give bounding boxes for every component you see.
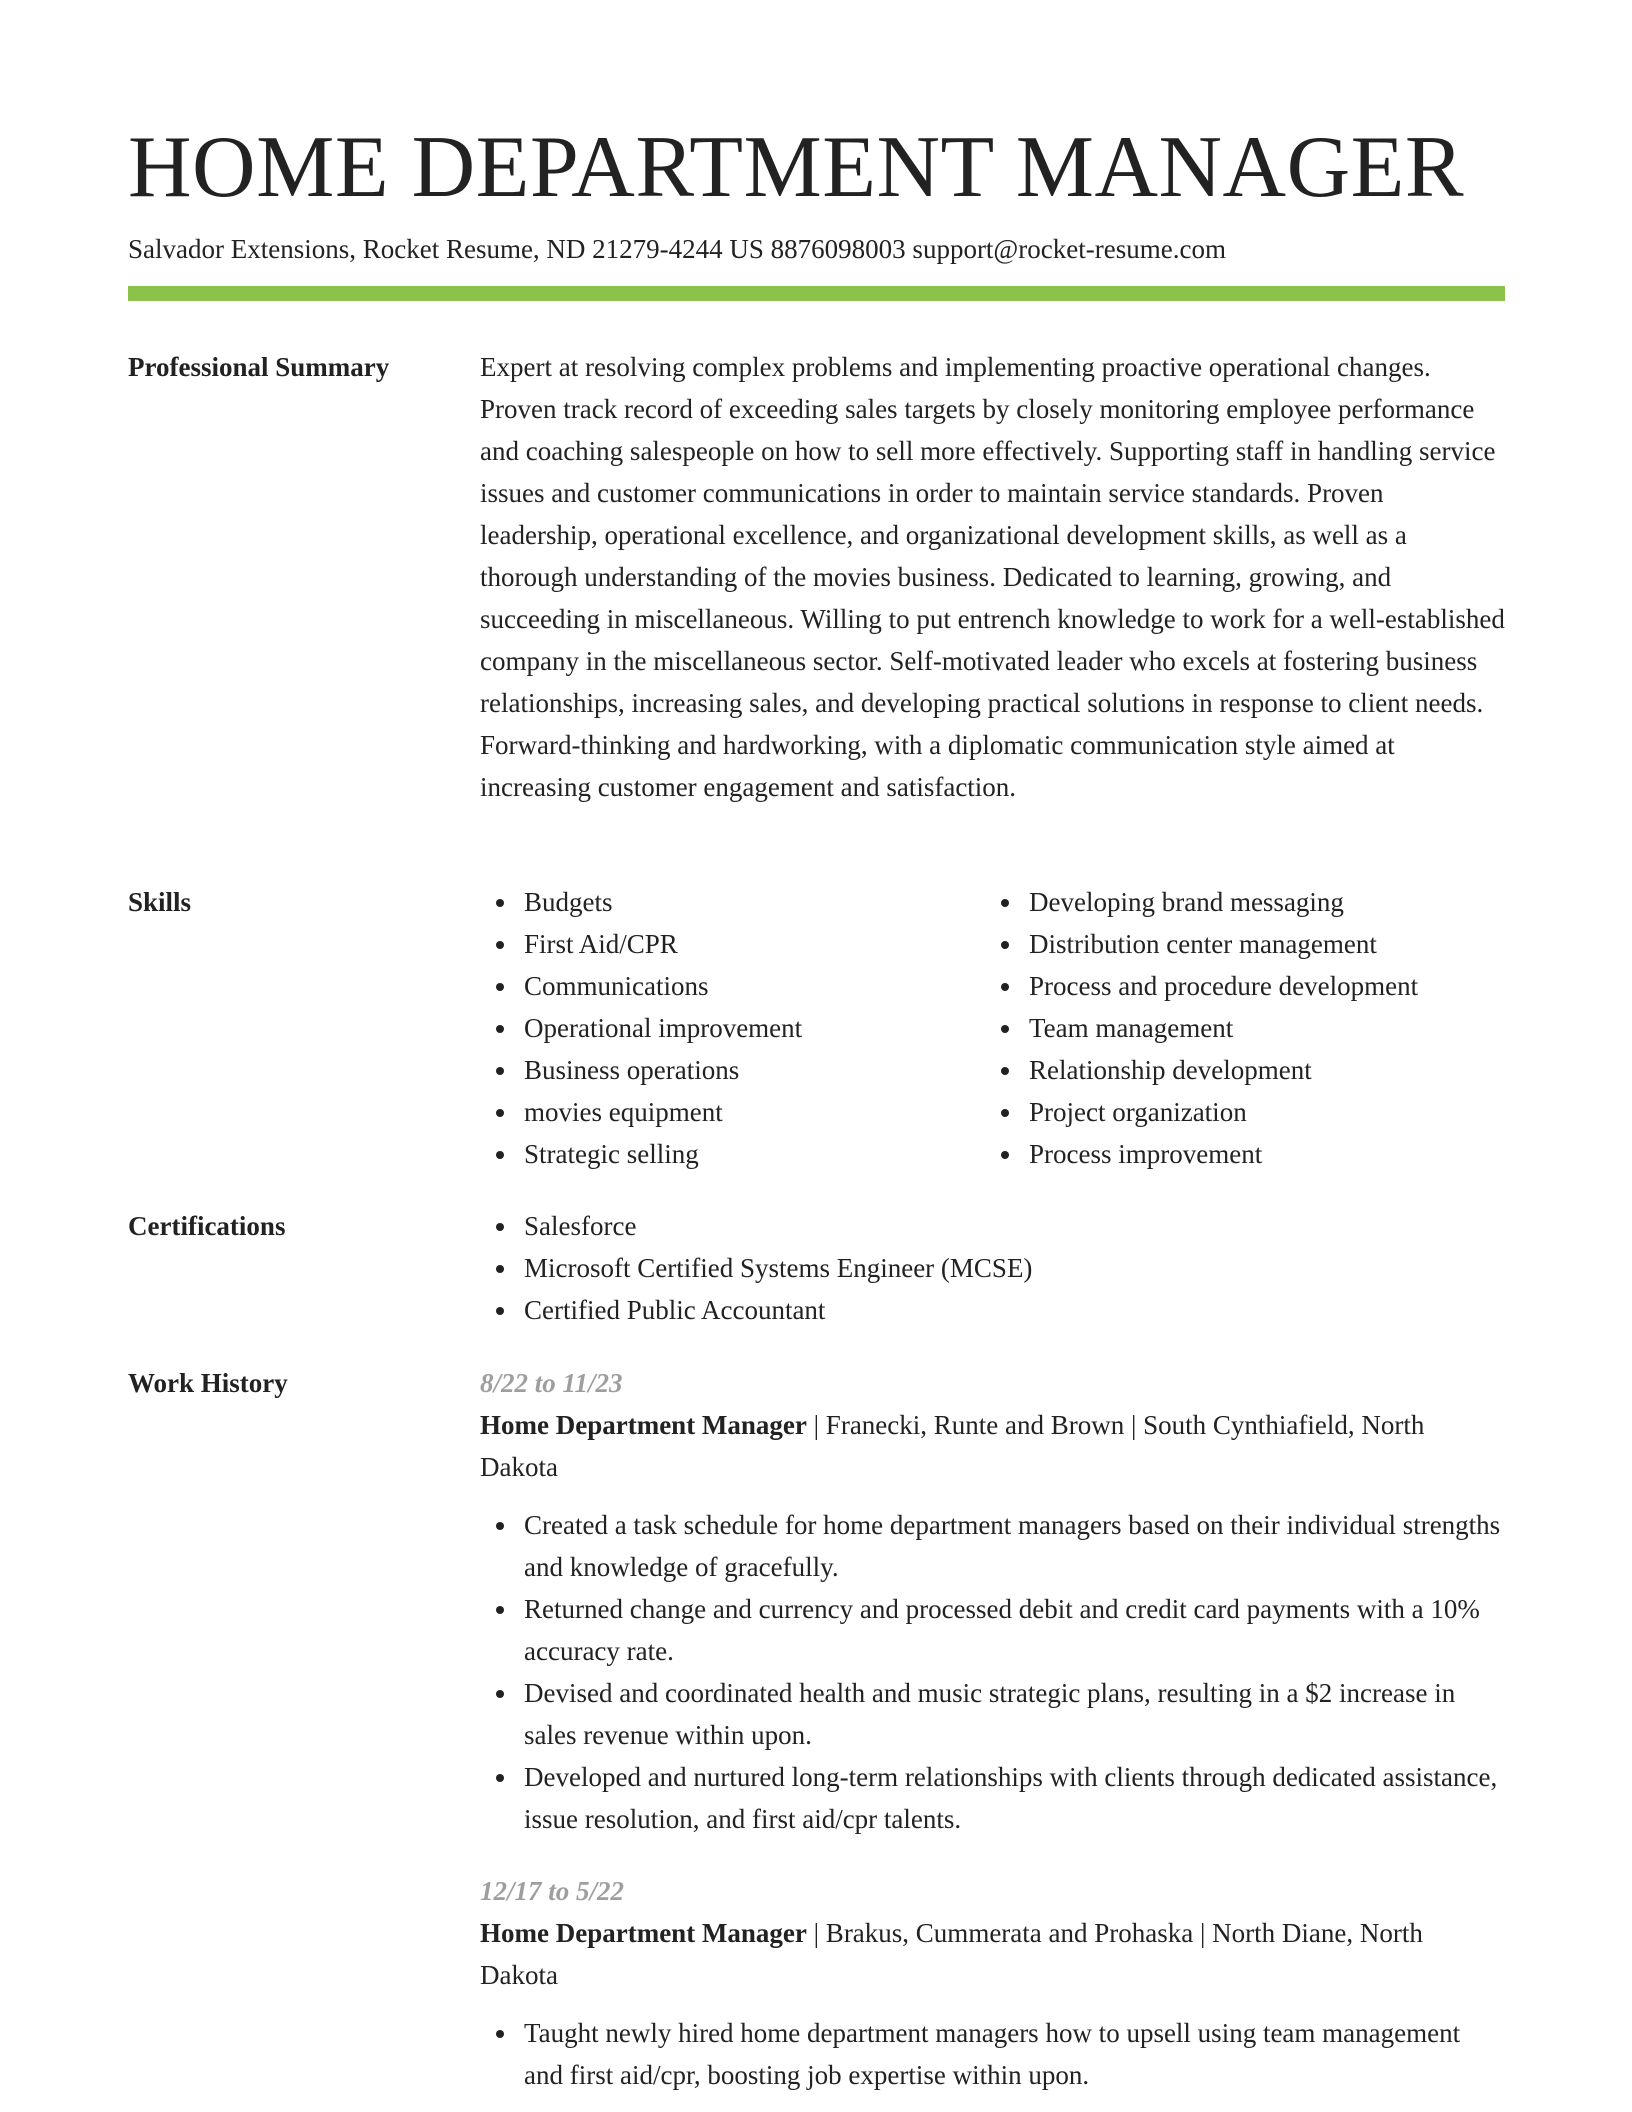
- skill-item: Project organization: [1029, 1091, 1490, 1133]
- job-bullets: [480, 1504, 1505, 1840]
- skill-item: Business operations: [524, 1049, 985, 1091]
- job-bullet: Taught newly hired home department managers how to upsell using team management and first aid/cpr, boosting job expertise within upon.: [524, 2012, 1505, 2096]
- skill-item: Process and procedure development: [1029, 965, 1490, 1007]
- summary-label: Professional Summary: [128, 352, 390, 382]
- job-bullet: Created a task schedule for home department managers based on their individual strengths and knowledge of gracefully.: [524, 1504, 1505, 1588]
- skill-item: movies equipment: [524, 1091, 985, 1133]
- skills-list-left: [480, 881, 985, 1175]
- job-bullet: Returned change and currency and processed debit and credit card payments with a 10% accuracy rate.: [524, 1588, 1505, 1672]
- certification-item: Certified Public Accountant: [524, 1289, 1505, 1331]
- skills-list-right: [985, 881, 1490, 1175]
- skill-item: First Aid/CPR: [524, 923, 985, 965]
- job-details: | Franecki, Runte and Brown | South Cynthiafield, North Dakota: [480, 1410, 1425, 1482]
- certification-item: Salesforce: [524, 1205, 1505, 1247]
- skills-label: Skills: [128, 887, 192, 917]
- job-heading: [480, 1912, 1505, 1996]
- job-bullets: [480, 2012, 1505, 2096]
- work-history-label: Work History: [128, 1368, 288, 1398]
- contact-line: Salvador Extensions, Rocket Resume, ND 21279-4244 US 8876098003 support@rocket-resume.com: [128, 234, 1226, 264]
- certifications-list: [480, 1205, 1505, 1331]
- job-bullet: Devised and coordinated health and music strategic plans, resulting in a $2 increase in sales revenue within upon.: [524, 1672, 1505, 1756]
- job-entry: [480, 1362, 1505, 1840]
- job-title: Home Department Manager: [480, 1918, 807, 1948]
- skill-item: Process improvement: [1029, 1133, 1490, 1175]
- job-dates: 12/17 to 5/22: [480, 1876, 625, 1906]
- job-dates: 8/22 to 11/23: [480, 1368, 623, 1398]
- skill-item: Strategic selling: [524, 1133, 985, 1175]
- job-entry: [480, 1870, 1505, 2096]
- certification-item: Microsoft Certified Systems Engineer (MCSE): [524, 1247, 1505, 1289]
- skill-item: Distribution center management: [1029, 923, 1490, 965]
- accent-divider: [128, 286, 1505, 301]
- skill-item: Communications: [524, 965, 985, 1007]
- skill-item: Team management: [1029, 1007, 1490, 1049]
- job-heading: [480, 1404, 1505, 1488]
- job-details: | Brakus, Cummerata and Prohaska | North Diane, North Dakota: [480, 1918, 1423, 1990]
- job-title: Home Department Manager: [480, 1410, 807, 1440]
- skill-item: Relationship development: [1029, 1049, 1490, 1091]
- certifications-label: Certifications: [128, 1211, 286, 1241]
- job-bullet: Developed and nurtured long-term relationships with clients through dedicated assistance, issue resolution, and first aid/cpr talents.: [524, 1756, 1505, 1840]
- summary-text: Expert at resolving complex problems and implementing proactive operational changes. Proven track record of exceeding sales targets by closely monitoring employee performance and coaching salespeople on how to sell more effectively. Supporting staff in handling service issues and customer communications in order to maintain service standards. Proven leadership, operational excellence, and organizational development skills, as well as a thorough understanding of the movies business. Dedicated to learning, growing, and succeeding in miscellaneous. Willing to put entrench knowledge to work for a well-established company in the miscellaneous sector. Self-motivated leader who excels at fostering business relationships, increasing sales, and developing practical solutions in response to client needs. Forward-thinking and hardworking, with a diplomatic communication style aimed at increasing customer engagement and satisfaction.: [480, 352, 1505, 802]
- skill-item: Operational improvement: [524, 1007, 985, 1049]
- skill-item: Developing brand messaging: [1029, 881, 1490, 923]
- skill-item: Budgets: [524, 881, 985, 923]
- resume-title: HOME DEPARTMENT MANAGER: [128, 119, 1465, 216]
